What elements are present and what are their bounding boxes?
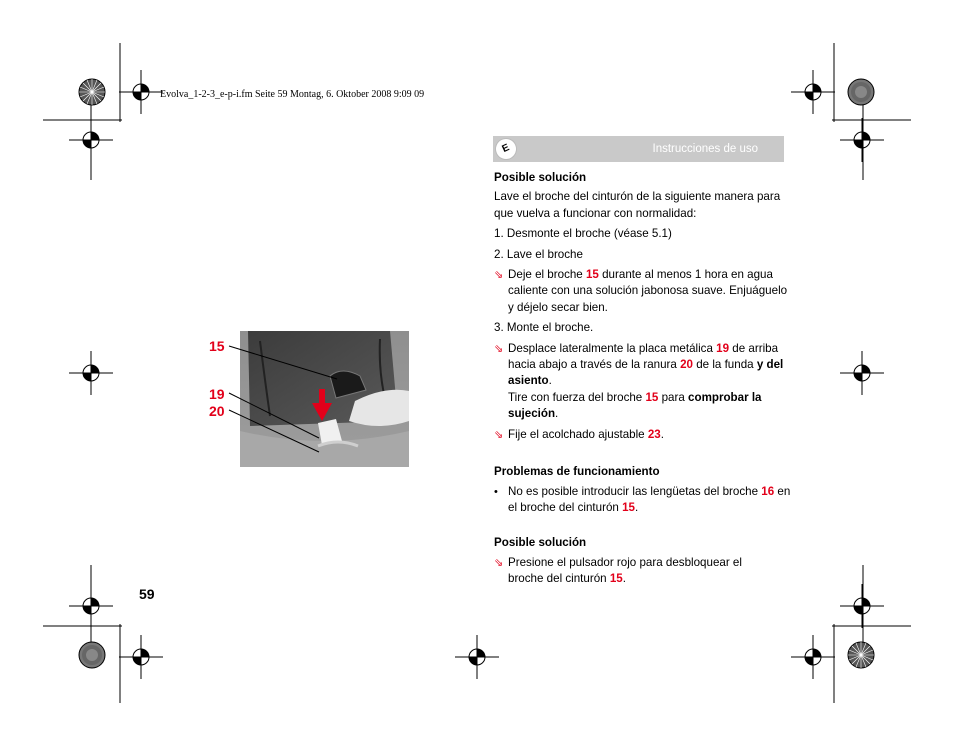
step-2: 2. Lave el broche (494, 247, 583, 261)
content-column (494, 170, 794, 588)
step-1: 1. Desmonte el broche (véase 5.1) (494, 227, 672, 241)
arrow-bullet-icon: ⇘ (494, 428, 504, 441)
bullet-dot-icon: • (494, 485, 498, 498)
section-bar (493, 136, 784, 162)
callout-15: 15 (209, 338, 225, 354)
heading-problems: Problemas de funcionamiento (494, 465, 660, 479)
arrow-bullet-icon: ⇘ (494, 342, 504, 355)
file-header: Evolva_1-2-3_e-p-i.fm Seite 59 Montag, 6. Oktober 2008 9:09 09 (160, 89, 425, 100)
section-title: Instrucciones de uso (652, 143, 758, 155)
sub-step-padding: ⇘ Fije el acolchado ajustable 23. (494, 427, 794, 443)
problem-bullet: • No es posible introducir las lengüetas del broche 16 en el broche del cinturón 15. (494, 484, 794, 517)
page-number: 59 (139, 586, 155, 602)
step-3: 3. Monte el broche. (494, 321, 594, 335)
heading-solution: Posible solución (494, 171, 587, 184)
heading-solution-2: Posible solución (494, 536, 587, 550)
sub-step-soak: ⇘ Deje el broche 15 durante al menos 1 hora en agua caliente con una solución jabonosa suave. Enjuáguelo y déjelo secar bien. (494, 267, 794, 316)
callout-leaders (225, 340, 345, 460)
language-badge: E (491, 134, 520, 163)
callout-20: 20 (209, 403, 225, 419)
arrow-bullet-icon: ⇘ (494, 556, 504, 569)
intro-text: Lave el broche del cinturón de la siguiente manera para que vuelva a funcionar con normalidad: (494, 190, 781, 220)
callout-19: 19 (209, 386, 225, 402)
arrow-bullet-icon: ⇘ (494, 269, 504, 282)
sub-step-release: ⇘ Presione el pulsador rojo para desbloquear el broche del cinturón 15. (494, 555, 764, 588)
sub-step-reassemble: ⇘ Desplace lateralmente la placa metálica 19 de arriba hacia abajo a través de la ranura 20 de la funda y del asiento. Tire con fuerza del broche 15 para comprobar la sujeción. (494, 341, 794, 423)
